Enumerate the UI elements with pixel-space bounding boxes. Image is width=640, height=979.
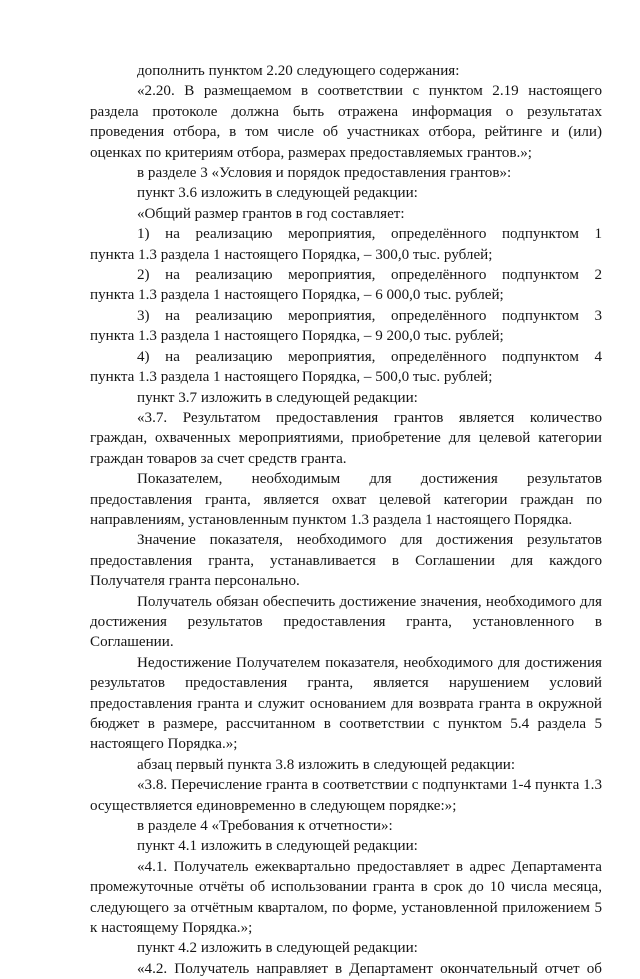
text-line: пункта 1.3 раздела 1 настоящего Порядка, – 6 000,0 тыс. рублей; (90, 287, 504, 304)
text-line: пункта 1.3 раздела 1 настоящего Порядка, – 500,0 тыс. рублей; (90, 369, 493, 386)
paragraph (90, 347, 602, 388)
text-line: пункта 1.3 раздела 1 настоящего Порядка, – 9 200,0 тыс. рублей; (90, 328, 504, 345)
text-line: пункт 3.6 изложить в следующей редакции: (137, 185, 418, 202)
text-line: граждан товаров за счет средств гранта. (90, 450, 347, 467)
text-line: промежуточные отчёты об использовании гранта в срок до 10 числа месяца, (90, 879, 602, 896)
paragraph (90, 408, 602, 469)
paragraph (90, 775, 602, 816)
text-line: Получатель обязан обеспечить достижение значения, необходимого для (137, 593, 602, 610)
text-line: предоставления гранта и служит основанием для возврата гранта в окружной (90, 695, 602, 712)
text-line: абзац первый пункта 3.8 изложить в следующей редакции: (137, 756, 516, 773)
paragraph (90, 959, 602, 979)
paragraph (90, 816, 602, 836)
text-line: «2.20. В размещаемом в соответствии с пунктом 2.19 настоящего (137, 83, 602, 100)
text-line: «3.8. Перечисление гранта в соответствии с подпунктами 1-4 пункта 1.3 (137, 777, 602, 794)
text-line: предоставления гранта, устанавливается в Соглашении для каждого (90, 552, 602, 569)
paragraph (90, 469, 602, 530)
paragraph (90, 61, 602, 81)
text-line: раздела протоколе должна быть отражена информация о результатах (90, 103, 602, 120)
text-line: пункта 1.3 раздела 1 настоящего Порядка, – 300,0 тыс. рублей; (90, 246, 493, 263)
text-line: пункт 4.2 изложить в следующей редакции: (137, 940, 418, 957)
paragraph (90, 857, 602, 939)
paragraph (90, 224, 602, 265)
paragraph (90, 592, 602, 653)
text-line: результатов предоставления гранта, является нарушением условий (90, 675, 602, 692)
text-line: бюджет в размере, рассчитанном в соответствии с пунктом 5.4 раздела 5 (90, 716, 602, 732)
document-body (90, 61, 602, 979)
paragraph (90, 306, 602, 347)
text-line: граждан, охваченных мероприятиями, приобретение для целевой категории (90, 430, 602, 447)
text-line: следующего за отчётным кварталом, по форме, установленной приложением 5 (90, 899, 602, 916)
paragraph (90, 81, 602, 163)
text-line: в разделе 4 «Требования к отчетности»: (137, 818, 393, 835)
text-line: осуществляется единовременно в следующем порядке:»; (90, 797, 457, 814)
paragraph (90, 183, 602, 203)
text-line: к настоящему Порядка.»; (90, 920, 253, 937)
text-line: Получателя гранта персонально. (90, 573, 300, 590)
paragraph (90, 265, 602, 306)
text-line: 3) на реализацию мероприятия, определённого подпунктом 3 (137, 307, 602, 324)
text-line: «Общий размер грантов в год составляет: (137, 205, 405, 222)
paragraph (90, 163, 602, 183)
text-line: пункт 4.1 изложить в следующей редакции: (137, 838, 418, 855)
text-line: оценках по критериям отбора, размерах предоставляемых грантов.»; (90, 144, 532, 161)
text-line: настоящего Порядка.»; (90, 736, 238, 753)
paragraph (90, 836, 602, 856)
text-line: Значение показателя, необходимого для достижения результатов (137, 532, 602, 549)
text-line: дополнить пунктом 2.20 следующего содержания: (137, 63, 460, 79)
paragraph (90, 388, 602, 408)
paragraph (90, 755, 602, 775)
text-line: 1) на реализацию мероприятия, определённого подпунктом 1 (137, 226, 602, 243)
text-line: Соглашении. (90, 634, 174, 651)
paragraph (90, 530, 602, 591)
text-line: предоставления гранта, является охват целевой категории граждан по (90, 491, 602, 508)
text-line: «4.1. Получатель ежеквартально предоставляет в адрес Департамента (137, 858, 602, 875)
paragraph (90, 938, 602, 958)
text-line: пункт 3.7 изложить в следующей редакции: (137, 389, 418, 406)
text-line: 4) на реализацию мероприятия, определённого подпунктом 4 (137, 348, 602, 365)
text-line: достижения результатов предоставления гранта, установленного в (90, 613, 602, 630)
text-line: проведения отбора, в том числе об участниках отбора, рейтинге и (или) (90, 124, 602, 141)
paragraph (90, 653, 602, 755)
paragraph (90, 204, 602, 224)
text-line: Недостижение Получателем показателя, необходимого для достижения (137, 654, 602, 671)
text-line: «4.2. Получатель направляет в Департамент окончательный отчет об (137, 960, 602, 977)
text-line: Показателем, необходимым для достижения результатов (137, 471, 602, 488)
text-line: в разделе 3 «Условия и порядок предоставления грантов»: (137, 165, 512, 182)
text-line: направлениям, установленным пунктом 1.3 раздела 1 настоящего Порядка. (90, 511, 573, 528)
text-line: «3.7. Результатом предоставления грантов является количество (137, 409, 602, 426)
text-line: 2) на реализацию мероприятия, определённого подпунктом 2 (137, 267, 602, 284)
